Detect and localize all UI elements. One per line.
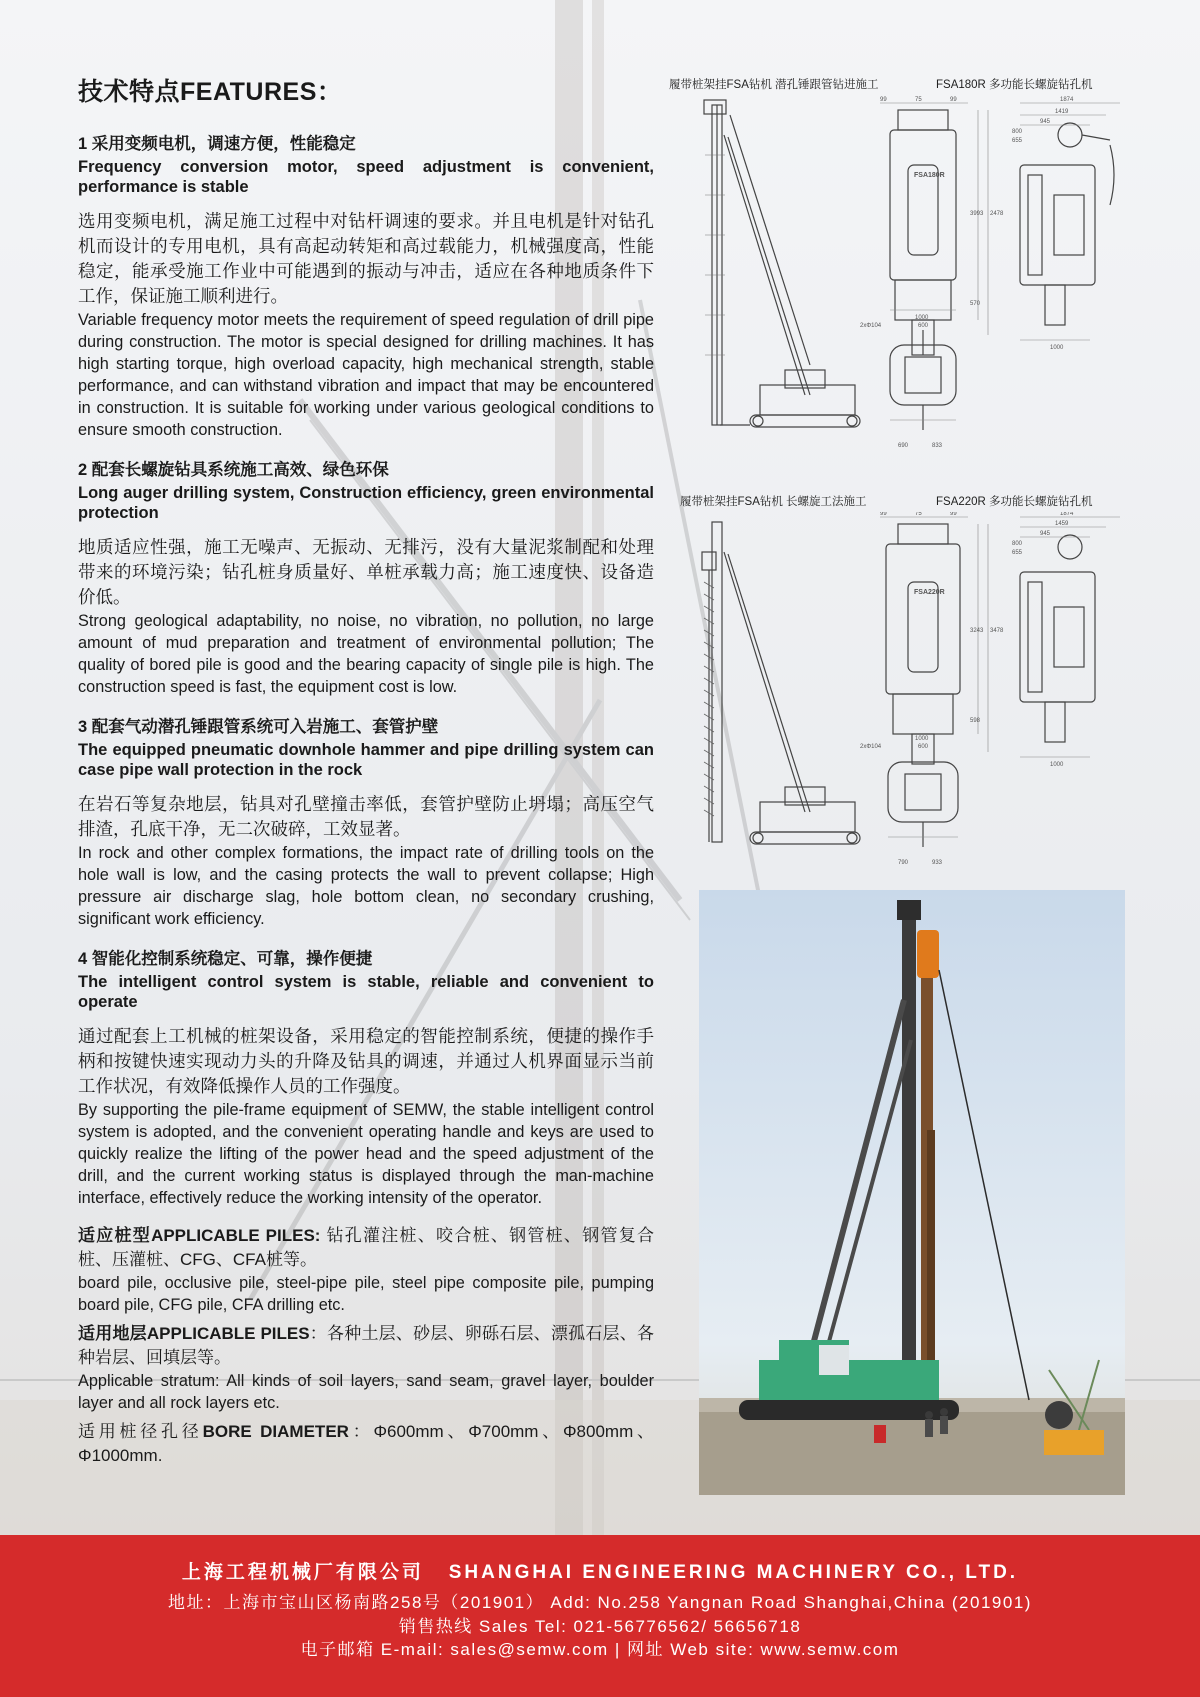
features-title-zh: 技术特点 (78, 78, 181, 106)
footer-company (0, 1557, 1200, 1584)
dim-label: 2478 (990, 211, 1004, 217)
bore-diameter (78, 1420, 654, 1468)
dim-label: 800 (1012, 129, 1023, 135)
dim-label: 99 (880, 512, 887, 517)
feature-heading-en: Long auger drilling system, Construction efficiency, green environmental protection (78, 484, 654, 522)
features-title-colon: ： (316, 78, 343, 106)
feature-section-4 (78, 945, 654, 1209)
drawing-caption-4: FSA220R 多功能长螺旋钻孔机 (936, 496, 1093, 508)
drawing-caption-2: FSA180R 多功能长螺旋钻孔机 (936, 79, 1093, 91)
applicable-info (78, 1224, 654, 1468)
dim-label: 690 (898, 443, 909, 449)
dim-label: 655 (1012, 138, 1023, 144)
feature-heading-zh: 3 配套气动潜孔锤跟管系统可入岩施工、套管护壁 (78, 718, 439, 736)
feature-heading-en: The intelligent control system is stable, reliable and convenient to operate (78, 973, 654, 1011)
dim-label: 1000 (1050, 345, 1064, 351)
dim-label: 833 (932, 443, 943, 449)
dim-label: 1459 (1055, 521, 1069, 527)
drawing-caption-1: 履带桩架挂FSA钻机 潜孔锤跟管钻进施工 (669, 79, 879, 91)
dim-label: 1000 (915, 315, 929, 321)
feature-heading-zh: 1 采用变频电机，调速方便，性能稳定 (78, 135, 356, 153)
model-label: FSA180R (914, 172, 945, 179)
applicable-strata-label: 适用地层APPLICABLE PILES (78, 1324, 310, 1343)
dim-label: 570 (970, 301, 981, 307)
footer-address: 地址：上海市宝山区杨南路258号（201901） Add: No.258 Yangnan Road Shanghai,China (201901) (168, 1593, 1032, 1612)
applicable-piles-zh (78, 1224, 654, 1272)
fsa220r-side-drawing (1010, 512, 1130, 772)
fsa180r-front-drawing (860, 95, 1010, 455)
features-content (78, 72, 654, 1468)
feature-body-en: Variable frequency motor meets the requirement of speed regulation of drill pipe during construction. The motor is special designed for drilling machines. It has high starting torque, high overload capacity, high mechanical strength, stable performance, and can withstand vibration and impact that may be encountered in construction. It is suitable for working under various geological conditions to ensure smooth construction. (78, 311, 654, 439)
dim-label: 1000 (1050, 762, 1064, 768)
dim-label: 1419 (1055, 109, 1069, 115)
feature-body-en: Strong geological adaptability, no noise, no vibration, no pollution, no large amount of mud preparation and treatment of environmental pollution; The quality of bored pile is good and the bearing capacity of single pile is high. The construction speed is fast, the equipment cost is low. (78, 612, 654, 696)
dim-label: 945 (1040, 119, 1051, 125)
company-name-zh: 上海工程机械厂有限公司 (181, 1562, 424, 1583)
dim-label: 75 (915, 512, 922, 517)
dim-label: 598 (970, 718, 981, 724)
dim-label: 99 (950, 512, 957, 517)
dim-label: 3478 (990, 628, 1004, 634)
dim-label: 933 (932, 860, 943, 866)
feature-body-en: By supporting the pile-frame equipment of SEMW, the stable intelligent control system is adopted, and the convenient operating handle and keys are used to quickly realize the lifting of the power head and the speed adjustment of the drill, and the current working status is displayed through the man-machine interface, effectively reduce the working intensity of the operator. (78, 1101, 654, 1207)
footer-contact[interactable]: 电子邮箱 E-mail: sales@semw.com | 网址 Web site: www.semw.com (300, 1640, 900, 1659)
feature-body-zh: 地质适应性强，施工无噪声、无振动、无排污，没有大量泥浆制配和处理带来的环境污染；钻孔桩身质量好、单桩承载力高；施工速度快、设备造价低。 (78, 537, 654, 607)
dim-label: 3993 (970, 211, 984, 217)
dim-label: 3243 (970, 628, 984, 634)
feature-body-en: In rock and other complex formations, the impact rate of drilling tools on the hole wall is low, and the casing protects the wall to prevent collapse; High pressure air discharge slag, hole bottom clean, no secondary crushing, significant work efficiency. (78, 844, 654, 928)
fsa220r-front-drawing (860, 512, 1010, 872)
feature-body-zh: 在岩石等复杂地层，钻具对孔壁撞击率低，套管护壁防止坍塌；高压空气排渣，孔底干净，无二次破碎，工效显著。 (78, 794, 654, 839)
dim-label: 1874 (1060, 512, 1074, 517)
fsa180r-side-drawing (1010, 95, 1130, 355)
bore-values: ：Φ600mm、Φ700mm、Φ800mm、Φ1000mm. (78, 1422, 654, 1465)
dim-label: 99 (880, 97, 887, 103)
feature-heading-zh: 2 配套长螺旋钻具系统施工高效、绿色环保 (78, 461, 389, 479)
crawler-rig-drawing-1 (690, 95, 870, 455)
company-name-en: SHANGHAI ENGINEERING MACHINERY CO., LTD. (448, 1562, 1019, 1583)
applicable-strata-value: ：各种土层、砂层、卵砾石层、漂孤石层、各种岩层、回填层等。 (78, 1324, 655, 1367)
footer (0, 1535, 1200, 1697)
feature-heading-en: Frequency conversion motor, speed adjustment is convenient, performance is stable (78, 158, 654, 196)
applicable-piles-en: board pile, occlusive pile, steel-pipe pile, steel pipe composite pile, pumping board pile, CFG pile, CFA drilling etc. (78, 1274, 654, 1314)
features-title (78, 72, 654, 108)
bore-label-zh: 适用桩径孔径 (78, 1422, 203, 1441)
feature-section-3 (78, 713, 654, 930)
dim-label: 2xΦ104 (860, 744, 882, 750)
dim-label: 1874 (1060, 97, 1074, 103)
feature-section-2 (78, 456, 654, 698)
feature-heading-zh: 4 智能化控制系统稳定、可靠，操作便捷 (78, 950, 373, 968)
applicable-piles-label: 适应桩型APPLICABLE PILES: (78, 1226, 321, 1245)
applicable-piles-value: 钻孔灌注桩、咬合桩、钢管桩、钢管复合桩、压灌桩、CFG、CFA桩等。 (78, 1226, 654, 1269)
feature-body-zh: 通过配套上工机械的桩架设备，采用稳定的智能控制系统，便捷的操作手柄和按键快速实现动力头的升降及钻具的调速，并通过人机界面显示当前工作状况，有效降低操作人员的工作强度。 (78, 1026, 654, 1096)
footer-sales-tel: 销售热线 Sales Tel: 021-56776562/ 56656718 (398, 1617, 802, 1636)
dim-label: 800 (1012, 541, 1023, 547)
feature-heading-en: The equipped pneumatic downhole hammer and pipe drilling system can case pipe wall protection in the rock (78, 741, 654, 779)
dim-label: 600 (918, 323, 929, 329)
dim-label: 600 (918, 744, 929, 750)
dim-label: 75 (915, 97, 922, 103)
dim-label: 945 (1040, 531, 1051, 537)
model-label: FSA220R (914, 589, 945, 596)
bore-label-en: BORE DIAMETER (202, 1422, 349, 1441)
features-title-en: FEATURES (180, 78, 317, 106)
dim-label: 1000 (915, 736, 929, 742)
feature-body-zh: 选用变频电机，满足施工过程中对钻杆调速的要求。并且电机是针对钻孔机而设计的专用电机，具有高起动转矩和高过载能力，机械强度高，性能稳定，能承受施工作业中可能遇到的振动与冲击，适应在各种地质条件下工作，保证施工顺利进行。 (78, 211, 654, 306)
applicable-strata-en: Applicable stratum: All kinds of soil layers, sand seam, gravel layer, boulder layer and all rock layers etc. (78, 1372, 654, 1412)
dim-label: 790 (898, 860, 909, 866)
crawler-rig-drawing-2 (690, 512, 870, 872)
drilling-rig-photo (699, 890, 1125, 1495)
dim-label: 99 (950, 97, 957, 103)
drawing-caption-3: 履带桩架挂FSA钻机 长螺旋工法施工 (680, 496, 867, 508)
feature-section-1 (78, 130, 654, 441)
dim-label: 655 (1012, 550, 1023, 556)
applicable-strata-zh (78, 1322, 654, 1370)
dim-label: 2xΦ104 (860, 323, 882, 329)
